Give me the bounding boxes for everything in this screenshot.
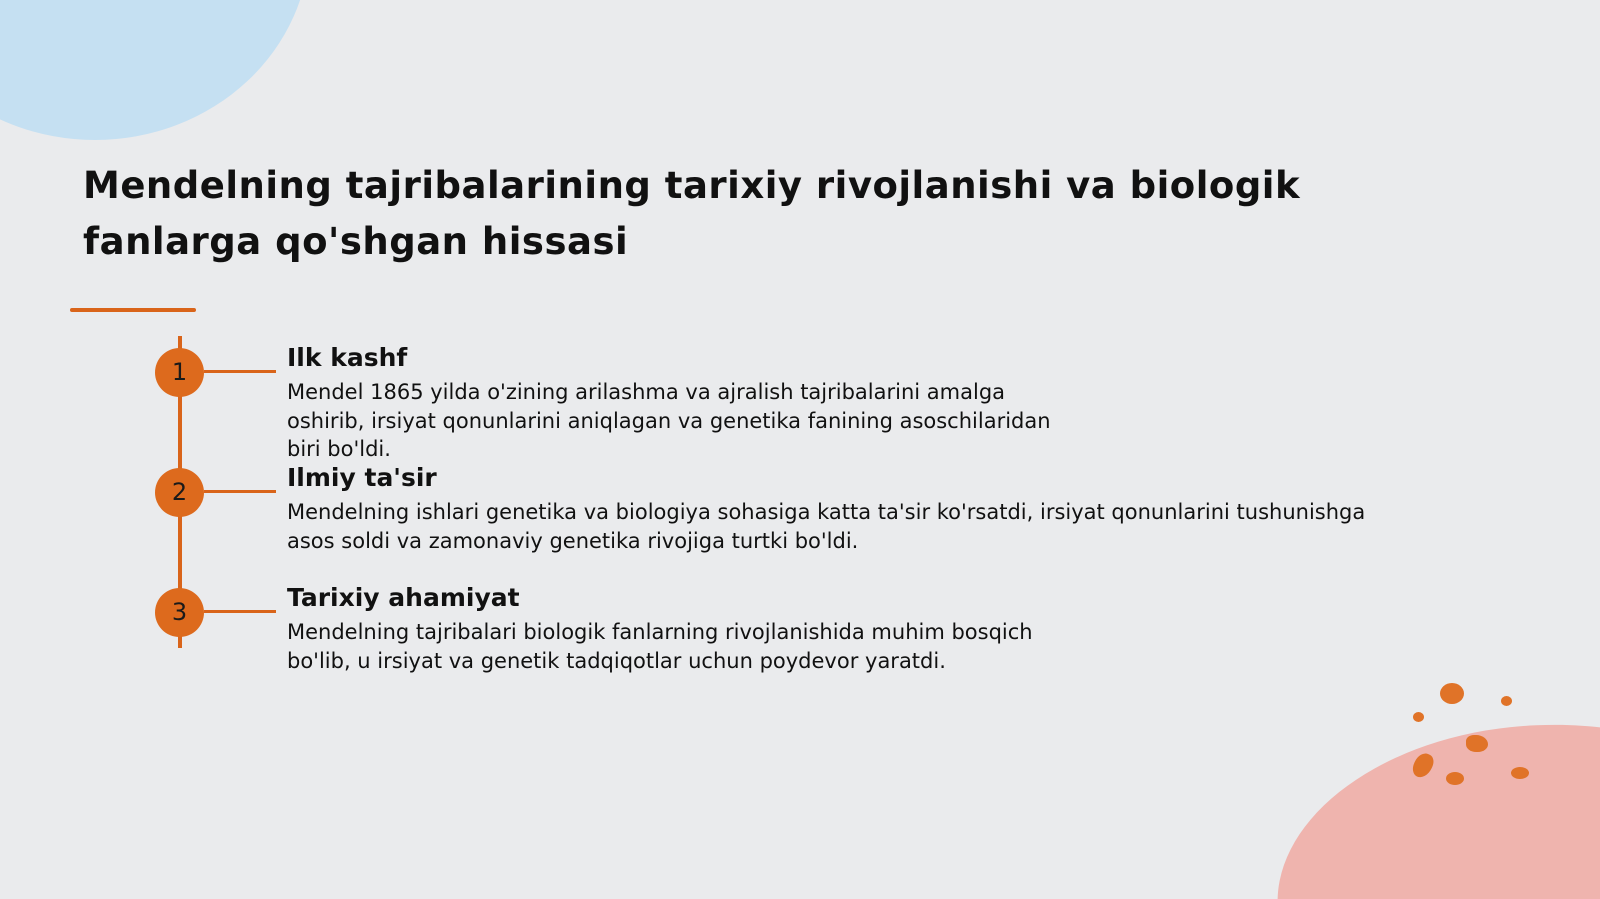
- decorative-fleck: [1446, 772, 1464, 785]
- decorative-fleck: [1501, 696, 1512, 706]
- timeline-marker-2: [155, 468, 204, 517]
- timeline-item-description: [287, 618, 1033, 675]
- description-line: Mendelning ishlari genetika va biologiya sohasiga katta ta'sir ko'rsatdi, irsiyat qonunlarini tushunishga: [287, 500, 1366, 524]
- decorative-fleck: [1413, 712, 1424, 722]
- description-line: biri bo'ldi.: [287, 437, 391, 461]
- timeline-connector: [204, 490, 276, 493]
- timeline-item-description: [287, 498, 1365, 555]
- timeline-marker-number: 3: [171, 598, 188, 626]
- description-line: asos soldi va zamonaviy genetika rivojiga turtki bo'ldi.: [287, 528, 859, 553]
- decorative-pink-blob: [1261, 699, 1600, 899]
- decorative-fleck: [1466, 735, 1488, 752]
- timeline-marker-1: [155, 348, 204, 397]
- timeline-marker-3: [155, 588, 204, 637]
- description-line: Mendelning tajribalari biologik fanlarning rivojlanishida muhim bosqich: [287, 620, 1033, 644]
- decorative-fleck: [1511, 767, 1529, 779]
- description-line: oshirib, irsiyat qonunlarini aniqlagan va genetika fanining asoschilaridan: [287, 408, 1051, 433]
- timeline-item-title: Ilk kashf: [287, 343, 408, 372]
- decorative-fleck: [1440, 683, 1464, 704]
- timeline-item-title: Ilmiy ta'sir: [287, 463, 437, 492]
- slide-title: [83, 158, 1483, 270]
- timeline-connector: [204, 370, 276, 373]
- description-line: bo'lib, u irsiyat va genetik tadqiqotlar uchun poydevor yaratdi.: [287, 648, 946, 673]
- timeline-marker-number: 1: [171, 358, 188, 386]
- timeline-marker-number: 2: [171, 478, 188, 506]
- decorative-blue-blob: [0, 0, 310, 140]
- title-underline: [70, 308, 196, 312]
- description-line: Mendel 1865 yilda o'zining arilashma va ajralish tajribalarini amalga: [287, 380, 1006, 404]
- slide-title-line-1: Mendelning tajribalarining tarixiy rivojlanishi va biologik: [83, 164, 1301, 207]
- slide-title-line-2: fanlarga qo'shgan hissasi: [83, 220, 629, 263]
- timeline-item-title: Tarixiy ahamiyat: [287, 583, 520, 612]
- timeline-item-description: [287, 378, 1051, 464]
- timeline-connector: [204, 610, 276, 613]
